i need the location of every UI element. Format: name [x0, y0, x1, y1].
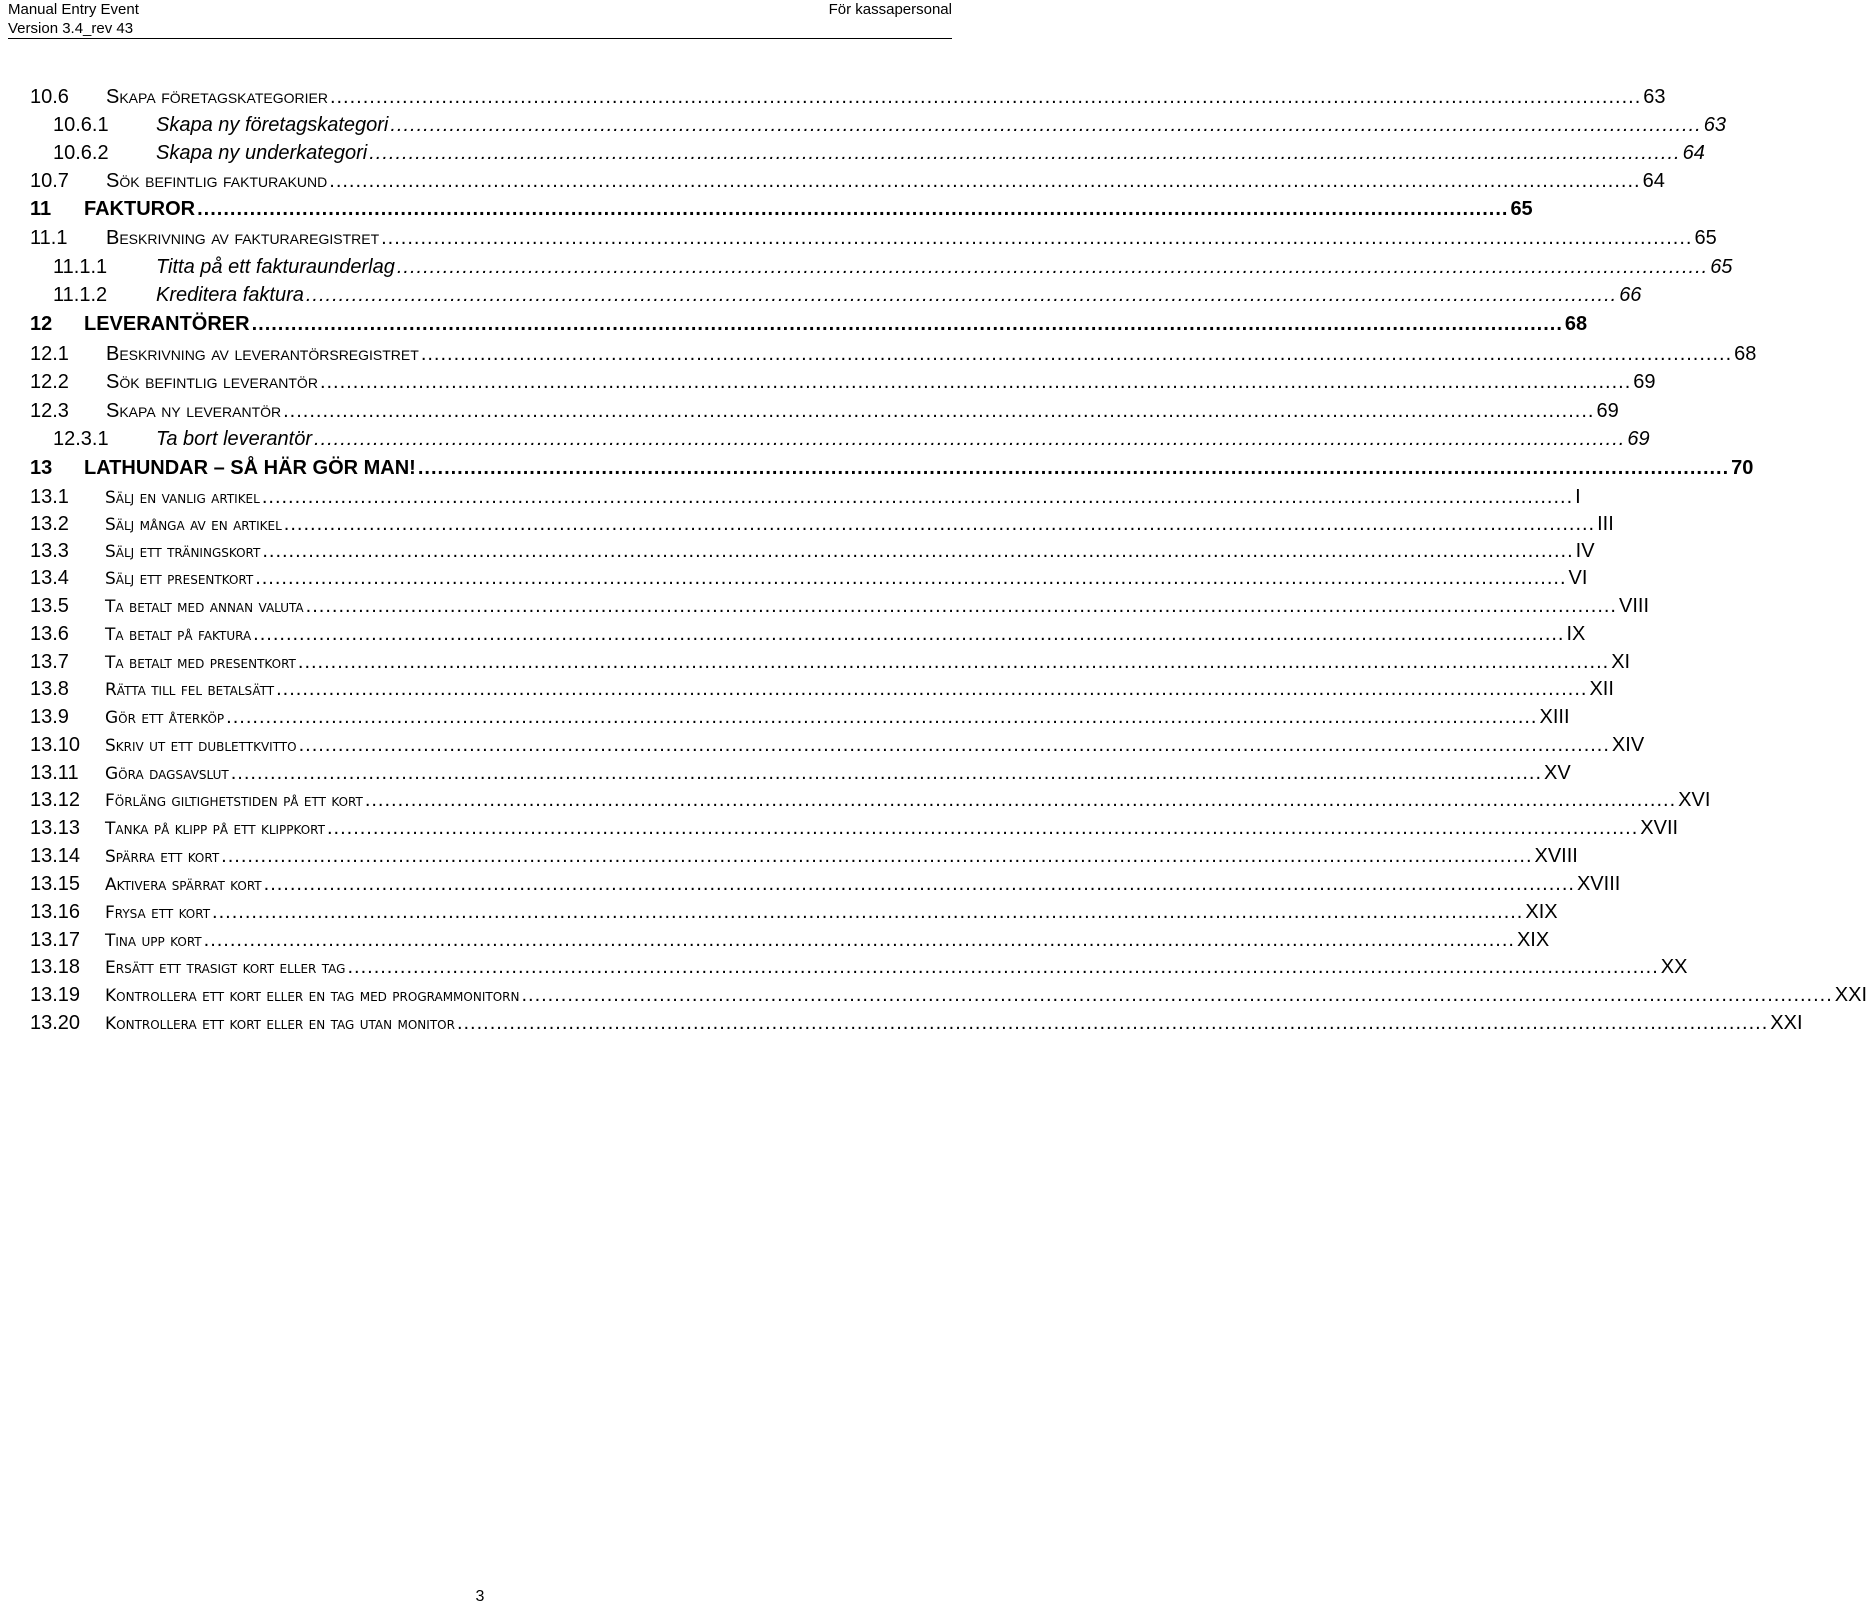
toc-entry-number: 13.19: [30, 984, 81, 1006]
toc-entry-number: 13.15: [30, 873, 81, 895]
toc-entry-number: 13.8: [30, 678, 69, 700]
toc-entry-title: Ta betalt med annan valuta: [105, 597, 304, 617]
toc-dot-leader: ........................................................................................................................................................................................................: [203, 929, 1515, 951]
toc-entry-line: [156, 139, 1705, 167]
toc-entry-number: 11.1.2: [53, 284, 108, 306]
toc-dot-leader: ........................................................................................................................................................................................................: [329, 86, 1642, 108]
toc-entry-title: LEVERANTÖRER: [84, 313, 250, 335]
toc-entry[interactable]: [0, 167, 1665, 195]
toc-entry[interactable]: [0, 483, 1581, 511]
toc-entry-title: Spärra ett kort: [105, 847, 220, 867]
toc-dot-leader: ........................................................................................................................................................................................................: [226, 706, 1538, 728]
toc-entry-title: Ta betalt på faktura: [105, 625, 252, 645]
toc-dot-leader: ........................................................................................................................................................................................................: [298, 734, 1610, 756]
toc-entry[interactable]: [0, 592, 1649, 620]
page-header: [8, 0, 952, 39]
toc-entry-page: 65: [1710, 256, 1733, 278]
toc-entry-line: [156, 111, 1726, 139]
toc-entry-number: 12.3.1: [53, 428, 109, 450]
toc-entry-line: [106, 340, 1757, 368]
toc-entry-line: [105, 537, 1595, 566]
toc-entry-number: 12.2: [30, 371, 69, 393]
toc-entry-title: LATHUNDAR – SÅ HÄR GÖR MAN!: [84, 457, 416, 479]
toc-entry-title: Göra dagsavslut: [105, 764, 229, 784]
toc-entry-page: 65: [1510, 198, 1533, 220]
toc-entry-page: XIV: [1611, 734, 1645, 756]
toc-entry-number: 13.2: [30, 513, 69, 535]
toc-entry-line: [105, 731, 1645, 760]
toc-entry[interactable]: [0, 648, 1631, 676]
toc-entry-title: Förläng giltighetstiden på ett kort: [105, 791, 363, 811]
toc-entry-number: 13.6: [30, 623, 69, 645]
toc-entry-title: Tina upp kort: [105, 931, 202, 951]
toc-dot-leader: ........................................................................................................................................................................................................: [381, 227, 1693, 249]
toc-entry-number: 13.16: [30, 901, 81, 923]
toc-entry-title: Sälj ett träningskort: [105, 542, 261, 562]
toc-dot-leader: ........................................................................................................................................................................................................: [297, 651, 1610, 673]
toc-entry-page: XV: [1544, 762, 1571, 784]
toc-entry-line: [84, 454, 1754, 482]
toc-entry-page: VIII: [1618, 595, 1649, 617]
toc-entry-title: Kreditera faktura: [156, 284, 304, 306]
toc-dot-leader: ........................................................................................................................................................................................................: [253, 623, 1565, 645]
document-version: Version 3.4_rev 43: [8, 20, 134, 37]
toc-entry-title: Skapa ny leverantör: [106, 400, 282, 422]
toc-entry-title: Ta bort leverantör: [156, 428, 313, 450]
toc-entry-number: 13.12: [30, 789, 81, 811]
toc-entry-page: XVI: [1678, 789, 1711, 811]
toc-dot-leader: ........................................................................................................................................................................................................: [396, 256, 1709, 278]
toc-entry-number: 13.1: [30, 486, 69, 508]
toc-entry[interactable]: [0, 870, 1621, 898]
toc-entry-title: Titta på ett fakturaunderlag: [156, 256, 395, 278]
toc-entry-line: [105, 953, 1688, 982]
toc-dot-leader: ........................................................................................................................................................................................................: [261, 486, 1574, 508]
toc-entry-number: 12: [30, 313, 53, 335]
toc-entry[interactable]: [0, 83, 1666, 111]
toc-entry-line: [105, 510, 1614, 539]
toc-dot-leader: ........................................................................................................................................................................................................: [319, 371, 1632, 393]
toc-entry[interactable]: [0, 111, 1726, 139]
toc-entry-page: 70: [1731, 457, 1754, 479]
toc-entry-title: Sök befintlig fakturakund: [106, 170, 328, 192]
toc-entry-page: 65: [1694, 227, 1717, 249]
toc-dot-leader: ........................................................................................................................................................................................................: [347, 956, 1659, 978]
toc-entry[interactable]: [0, 537, 1595, 565]
toc-entry-line: [105, 759, 1571, 788]
toc-entry-line: [156, 253, 1733, 281]
toc-entry-title: Sälj ett presentkort: [105, 569, 254, 589]
toc-entry-number: 13.13: [30, 817, 81, 839]
toc-entry-number: 13.11: [30, 762, 79, 784]
toc-entry-line: [105, 898, 1558, 927]
toc-entry[interactable]: [0, 340, 1757, 368]
toc-entry-number: 12.1: [30, 343, 69, 365]
toc-entry-page: 63: [1703, 114, 1726, 136]
toc-entry-line: [105, 620, 1586, 649]
toc-entry-page: IV: [1575, 540, 1595, 562]
toc-dot-leader: ........................................................................................................................................................................................................: [329, 170, 1641, 192]
toc-entry-title: FAKTUROR: [84, 198, 196, 220]
toc-entry-number: 13.4: [30, 567, 69, 589]
toc-entry-number: 13.7: [30, 651, 69, 673]
toc-entry-number: 11.1: [30, 227, 68, 249]
toc-entry-page: XXI: [1770, 1012, 1803, 1034]
toc-entry-number: 13.9: [30, 706, 69, 728]
toc-entry-line: [156, 425, 1650, 453]
toc-entry[interactable]: [0, 564, 1588, 592]
toc-entry-page: 68: [1734, 343, 1757, 365]
toc-entry-page: IX: [1566, 623, 1586, 645]
toc-entry-page: XI: [1611, 651, 1631, 673]
toc-entry[interactable]: [0, 786, 1711, 814]
toc-entry-line: [105, 842, 1578, 871]
toc-entry[interactable]: [0, 731, 1645, 759]
toc-entry-page: XVII: [1640, 817, 1679, 839]
toc-entry-title: Aktivera spärrat kort: [105, 875, 262, 895]
toc-entry-title: Sälj många av en artikel: [105, 515, 282, 535]
header-left: [8, 0, 139, 38]
toc-entry-title: Skapa ny underkategori: [156, 142, 368, 164]
toc-entry-title: Ta betalt med presentkort: [105, 653, 296, 673]
toc-entry-number: 12.3: [30, 400, 69, 422]
toc-entry[interactable]: [0, 842, 1578, 870]
toc-dot-leader: ........................................................................................................................................................................................................: [456, 1012, 1769, 1034]
toc-entry[interactable]: [0, 675, 1614, 703]
toc-entry-line: [105, 648, 1631, 677]
toc-entry-number: 13.17: [30, 929, 81, 951]
toc-dot-leader: ........................................................................................................................................................................................................: [314, 428, 1626, 450]
toc-entry-title: Sök befintlig leverantör: [106, 371, 318, 393]
toc-entry[interactable]: [0, 814, 1679, 842]
toc-entry-page: 69: [1627, 428, 1650, 450]
toc-entry[interactable]: [0, 620, 1586, 648]
toc-entry-title: Skapa ny företagskategori: [156, 114, 389, 136]
toc-entry-line: [105, 1009, 1803, 1038]
toc-entry-page: 63: [1643, 86, 1666, 108]
toc-dot-leader: ........................................................................................................................................................................................................: [230, 762, 1543, 784]
page-number: 3: [475, 1588, 485, 1605]
toc-entry-number: 10.6.2: [53, 142, 109, 164]
toc-entry[interactable]: [0, 139, 1705, 167]
toc-entry-title: Sälj en vanlig artikel: [105, 488, 260, 508]
toc-entry-line: [106, 83, 1666, 111]
toc-dot-leader: ........................................................................................................................................................................................................: [276, 678, 1588, 700]
toc-entry-title: Ersätt ett trasigt kort eller tag: [105, 958, 346, 978]
toc-entry[interactable]: [0, 224, 1717, 252]
toc-dot-leader: ........................................................................................................................................................................................................: [251, 313, 1563, 335]
toc-entry-page: 64: [1642, 170, 1665, 192]
toc-entry[interactable]: [0, 454, 1754, 482]
toc-entry-page: XXI: [1834, 984, 1867, 1006]
toc-entry-line: [105, 483, 1581, 512]
toc-entry-page: XIII: [1539, 706, 1570, 728]
toc-entry[interactable]: [0, 425, 1650, 453]
toc-dot-leader: ........................................................................................................................................................................................................: [283, 513, 1596, 535]
toc-entry-line: [105, 564, 1588, 593]
toc-dot-leader: ........................................................................................................................................................................................................: [521, 984, 1833, 1006]
toc-dot-leader: ........................................................................................................................................................................................................: [212, 901, 1524, 923]
toc-entry-title: Tanka på klipp på ett klippkort: [105, 819, 325, 839]
toc-entry[interactable]: [0, 253, 1733, 281]
toc-entry-line: [105, 981, 1867, 1010]
toc-entry-line: [84, 195, 1533, 223]
toc-entry-title: Beskrivning av fakturaregistret: [106, 227, 380, 249]
toc-dot-leader: ........................................................................................................................................................................................................: [262, 540, 1574, 562]
toc-dot-leader: ........................................................................................................................................................................................................: [305, 284, 1618, 306]
toc-entry-line: [156, 281, 1642, 309]
toc-entry-line: [105, 592, 1649, 621]
toc-entry[interactable]: [0, 195, 1533, 223]
toc-entry-line: [105, 814, 1679, 843]
toc-entry[interactable]: [0, 898, 1558, 926]
toc-entry[interactable]: [0, 759, 1571, 787]
toc-entry[interactable]: [0, 953, 1688, 981]
toc-entry-page: 69: [1596, 400, 1619, 422]
toc-entry-line: [106, 368, 1656, 396]
toc-entry-page: 66: [1619, 284, 1642, 306]
toc-dot-leader: ........................................................................................................................................................................................................: [417, 457, 1730, 479]
toc-entry[interactable]: [0, 926, 1550, 954]
toc-dot-leader: ........................................................................................................................................................................................................: [364, 789, 1677, 811]
toc-entry-page: XVIII: [1576, 873, 1621, 895]
toc-entry-page: XIX: [1516, 929, 1550, 951]
toc-entry-page: XX: [1660, 956, 1688, 978]
toc-entry-page: 68: [1564, 313, 1588, 335]
toc-dot-leader: ........................................................................................................................................................................................................: [283, 400, 1595, 422]
toc-entry-number: 10.7: [30, 170, 69, 192]
toc-entry-page: XIX: [1525, 901, 1558, 923]
toc-entry-page: I: [1575, 486, 1581, 508]
toc-entry-number: 10.6: [30, 86, 69, 108]
toc-entry-number: 13.10: [30, 734, 81, 756]
toc-entry-title: Gör ett återköp: [105, 708, 225, 728]
toc-entry-line: [105, 926, 1550, 955]
document-title: Manual Entry Event: [8, 1, 139, 18]
toc-dot-leader: ........................................................................................................................................................................................................: [305, 595, 1617, 617]
toc-entry-page: XII: [1589, 678, 1614, 700]
toc-entry-number: 13: [30, 457, 53, 479]
toc-dot-leader: ........................................................................................................................................................................................................: [420, 343, 1733, 365]
toc-entry-number: 13.5: [30, 595, 69, 617]
toc-entry-title: Beskrivning av leverantörsregistret: [106, 343, 419, 365]
toc-entry-title: Kontrollera ett kort eller en tag med programmonitorn: [105, 986, 520, 1006]
toc-entry-page: VI: [1568, 567, 1588, 589]
toc-dot-leader: ........................................................................................................................................................................................................: [221, 845, 1533, 867]
toc-entry-line: [106, 397, 1619, 425]
toc-dot-leader: ........................................................................................................................................................................................................: [255, 567, 1567, 589]
toc-entry-title: Skapa företagskategorier: [106, 86, 328, 108]
toc-entry-title: Skriv ut ett dublettkvitto: [105, 736, 297, 756]
toc-entry-page: 69: [1633, 371, 1656, 393]
toc-entry-number: 11: [30, 198, 52, 220]
toc-entry-title: Rätta till fel betalsätt: [105, 680, 275, 700]
toc-entry-line: [106, 167, 1665, 195]
toc-entry-page: III: [1597, 513, 1614, 535]
toc-entry-line: [106, 224, 1717, 252]
toc-entry-line: [105, 786, 1711, 815]
toc-dot-leader: ........................................................................................................................................................................................................: [197, 198, 1509, 220]
toc-entry[interactable]: [0, 510, 1614, 538]
toc-entry-line: [84, 310, 1588, 338]
toc-entry[interactable]: [0, 1009, 1803, 1037]
toc-entry-number: 11.1.1: [53, 256, 108, 278]
toc-entry[interactable]: [0, 368, 1656, 396]
toc-entry[interactable]: [0, 981, 1867, 1009]
toc-entry-page: 64: [1682, 142, 1705, 164]
toc-entry-line: [105, 703, 1570, 732]
toc-entry-line: [105, 870, 1621, 899]
toc-entry-number: 13.14: [30, 845, 81, 867]
toc-entry[interactable]: [0, 281, 1642, 309]
toc-entry-number: 13.3: [30, 540, 69, 562]
toc-dot-leader: ........................................................................................................................................................................................................: [369, 142, 1681, 164]
toc-entry-title: Kontrollera ett kort eller en tag utan monitor: [105, 1014, 455, 1034]
toc-entry-page: XVIII: [1534, 845, 1578, 867]
toc-dot-leader: ........................................................................................................................................................................................................: [326, 817, 1639, 839]
toc-entry-number: 13.18: [30, 956, 81, 978]
toc-entry-number: 10.6.1: [53, 114, 109, 136]
toc-entry[interactable]: [0, 397, 1619, 425]
toc-entry[interactable]: [0, 703, 1570, 731]
toc-dot-leader: ........................................................................................................................................................................................................: [263, 873, 1575, 895]
toc-dot-leader: ........................................................................................................................................................................................................: [390, 114, 1702, 136]
toc-entry-number: 13.20: [30, 1012, 81, 1034]
toc-entry-line: [105, 675, 1614, 704]
toc-entry-title: Frysa ett kort: [105, 903, 211, 923]
toc-entry[interactable]: [0, 310, 1588, 338]
header-audience: För kassapersonal: [828, 1, 952, 18]
